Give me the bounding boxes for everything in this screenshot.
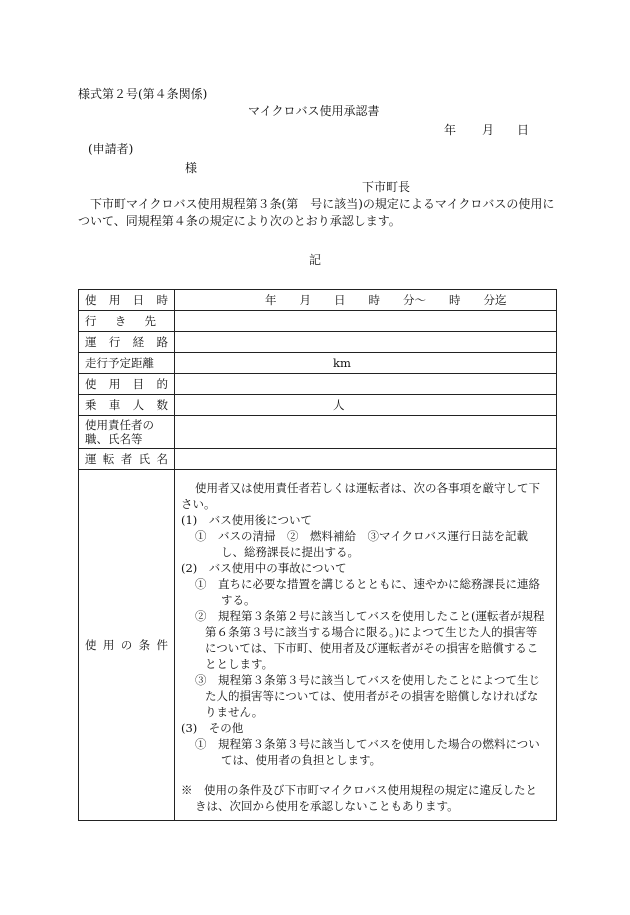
- row-route: [79, 332, 557, 353]
- row-conditions: [79, 470, 557, 821]
- value-responsible: [175, 416, 557, 449]
- document-title: マイクロバス使用承認書: [248, 104, 380, 118]
- label-conditions: 使 用 の 条 件: [85, 638, 168, 652]
- value-route: [175, 332, 557, 353]
- value-purpose: [175, 374, 557, 395]
- cond-s2-b-1: ② 規程第３条第２号に該当してバスを使用したこと(運転者が規程: [195, 609, 545, 623]
- row-datetime: [79, 290, 557, 311]
- label-datetime: 使 用 日 時: [85, 293, 168, 307]
- applicant-label: (申請者): [88, 142, 134, 156]
- cond-s3-title: (3) その他: [181, 721, 244, 735]
- row-responsible: [79, 416, 557, 449]
- date-month: 月: [482, 123, 495, 137]
- cond-s2-c-1: ③ 規程第３条第３号に該当してバスを使用したことによつて生じ: [195, 673, 540, 687]
- cond-s3-a-1: ① 規程第３条第３号に該当してバスを使用した場合の燃料につい: [195, 737, 540, 751]
- approval-table: [78, 289, 557, 821]
- row-distance: [79, 353, 557, 374]
- conditions-text: [175, 470, 557, 821]
- cond-note-2: きは、次回から使用を承認しないこともあります。: [195, 799, 459, 813]
- cond-s2-c-3: りません。: [205, 705, 264, 719]
- cond-s2-c-2: た人的損害等については、使用者がその損害を賠償しなければな: [205, 689, 539, 703]
- label-purpose: 使 用 目 的: [85, 377, 168, 391]
- date-day: 日: [517, 123, 530, 137]
- cond-note-1: ※ 使用の条件及び下市町マイクロバス使用規程の規定に違反したと: [181, 783, 538, 797]
- value-passengers: 人: [175, 395, 557, 416]
- row-passengers: [79, 395, 557, 416]
- label-route: 運 行 経 路: [85, 335, 168, 349]
- cond-s1-title: (1) バス使用後について: [181, 513, 313, 527]
- approval-paragraph: 下市町マイクロバス使用規程第３条(第 号に該当)の規定によるマイクロバスの使用について、同規程第４条の規定により次のとおり承認します。: [78, 197, 555, 228]
- cond-intro-1: 使用者又は使用責任者若しくは運転者は、次の各事項を厳守して下: [195, 481, 540, 495]
- honorific: 様: [185, 161, 198, 175]
- label-distance: 走行予定距離: [79, 353, 175, 374]
- label-destination: 行 き 先: [85, 314, 156, 328]
- cond-s2-title: (2) バス使用中の事故について: [181, 561, 347, 575]
- value-driver: [175, 449, 557, 470]
- cond-s2-b-4: ととします。: [205, 657, 274, 671]
- date-year: 年: [444, 123, 457, 137]
- row-destination: [79, 311, 557, 332]
- value-datetime: 年 月 日 時 分～ 時 分迄: [175, 290, 557, 311]
- value-distance: km: [175, 353, 557, 374]
- row-driver: [79, 449, 557, 470]
- ki-heading: 記: [309, 253, 322, 267]
- row-purpose: [79, 374, 557, 395]
- cond-s3-a-2: ては、使用者の負担とします。: [221, 753, 382, 767]
- cond-s2-a-2: する。: [221, 593, 256, 607]
- label-passengers: 乗 車 人 数: [85, 398, 168, 412]
- cond-s1-item-1: ① バスの清掃 ② 燃料補給 ③マイクロバス運行日誌を記載: [195, 529, 529, 543]
- issuer: 下市町長: [362, 180, 411, 194]
- cond-s2-b-3: については、下市町、使用者及び運転者がその損害を賠償するこ: [205, 641, 539, 655]
- value-destination: [175, 311, 557, 332]
- label-responsible-1: 使用責任者の: [85, 418, 154, 432]
- label-responsible-2: 職、氏名等: [85, 432, 143, 446]
- cond-spacer: [181, 768, 552, 782]
- cond-s1-item-2: し、総務課長に提出する。: [221, 545, 359, 559]
- cond-intro-2: さい。: [181, 497, 216, 511]
- cond-s2-b-2: 第６条第３号に該当する場合に限る。)によつて生じた人的損害等: [205, 625, 538, 639]
- label-driver: 運 転 者 氏 名: [85, 452, 168, 466]
- form-number: 様式第２号(第４条関係): [78, 87, 208, 101]
- cond-s2-a-1: ① 直ちに必要な措置を講じるとともに、速やかに総務課長に連絡: [195, 577, 540, 591]
